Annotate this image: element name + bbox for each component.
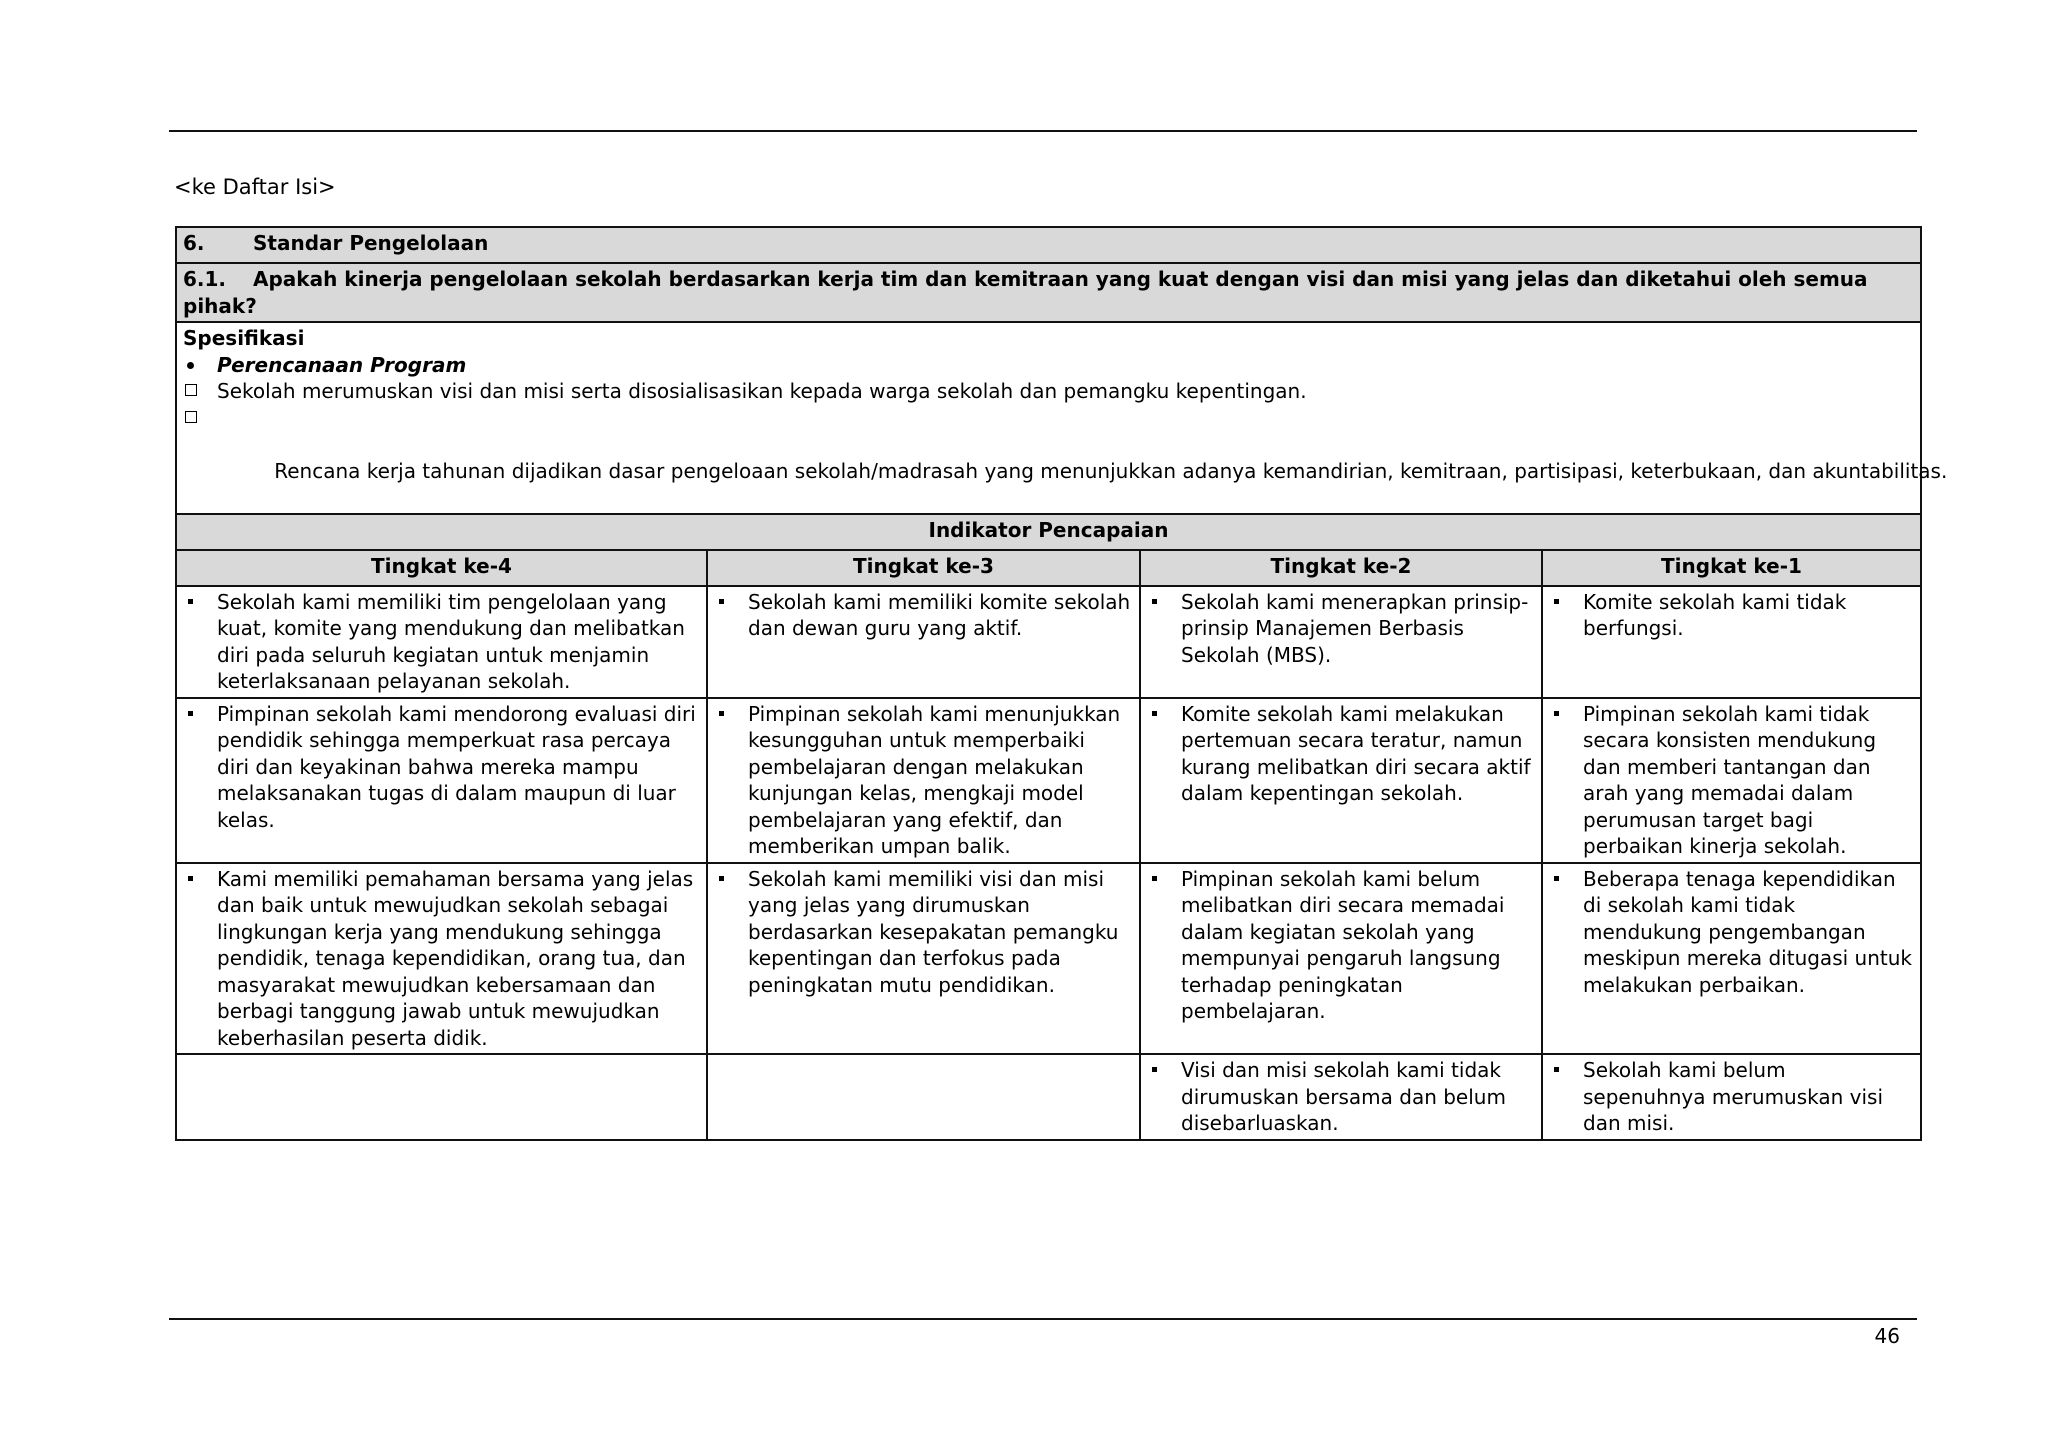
- indicator-text: Sekolah kami memiliki visi dan misi yang jelas yang dirumuskan berdasarkan kesepakatan pemangku kepentingan dan terfokus pada peningkatan mutu pendidikan.: [748, 866, 1119, 997]
- level-header: Tingkat ke-1: [1542, 550, 1921, 586]
- indicator-text: Sekolah kami memiliki komite sekolah dan dewan guru yang aktif.: [748, 589, 1131, 640]
- square-bullet-icon: [1554, 599, 1559, 604]
- round-bullet-icon: [187, 362, 194, 369]
- indicator-item: [1147, 1057, 1535, 1137]
- level-header-row: [176, 550, 1921, 586]
- spec-item: [183, 378, 1914, 405]
- question-heading: [176, 263, 1921, 322]
- indicator-cell: [1140, 1054, 1542, 1140]
- level-header: Tingkat ke-3: [707, 550, 1140, 586]
- square-bullet-icon: [719, 711, 724, 716]
- spec-item-text: Sekolah merumuskan visi dan misi serta disosialisasikan kepada warga sekolah dan pemangku kepentingan.: [217, 379, 1307, 403]
- indicator-row: [176, 698, 1921, 863]
- indicator-item: [183, 701, 700, 834]
- level-header: Tingkat ke-2: [1140, 550, 1542, 586]
- indicator-text: Visi dan misi sekolah kami tidak dirumuskan bersama dan belum disebarluaskan.: [1181, 1058, 1506, 1135]
- indicator-item: [1549, 1057, 1914, 1137]
- spec-title: Spesifikasi: [183, 326, 305, 350]
- square-bullet-icon: [1554, 1067, 1559, 1072]
- square-bullet-icon: [1152, 711, 1157, 716]
- header-rule: [169, 130, 1917, 132]
- indicator-row: [176, 1054, 1921, 1140]
- spec-item-text: Rencana kerja tahunan dijadikan dasar pengeloaan sekolah/madrasah yang menunjukkan adanya kemandirian, kemitraan, partisipasi, keterbukaan, dan akuntabilitas.: [267, 458, 1948, 483]
- indicator-text: Sekolah kami menerapkan prinsip-prinsip Manajemen Berbasis Sekolah (MBS).: [1181, 589, 1529, 667]
- checkbox-bullet-icon: [185, 411, 197, 423]
- indicator-row: [176, 863, 1921, 1055]
- table-of-contents-link[interactable]: <ke Daftar Isi>: [174, 175, 336, 199]
- footer-rule: [169, 1318, 1917, 1320]
- indicator-text: Komite sekolah kami melakukan pertemuan secara teratur, namun kurang melibatkan diri secara aktif dalam kepentingan sekolah.: [1181, 701, 1531, 805]
- square-bullet-icon: [188, 876, 193, 881]
- indicator-cell: [1542, 586, 1921, 698]
- indicator-item: [1147, 701, 1535, 807]
- indicator-cell-empty: [707, 1054, 1140, 1140]
- indicator-cell: [176, 698, 707, 863]
- indicator-cell: [1140, 586, 1542, 698]
- spec-subtitle-item: [183, 352, 1914, 379]
- question-text: Apakah kinerja pengelolaan sekolah berdasarkan kerja tim dan kemitraan yang kuat dengan visi dan misi yang jelas dan diketahui oleh semua pihak?: [183, 267, 1868, 318]
- indicator-item: [183, 866, 700, 1052]
- indicator-text: Komite sekolah kami tidak berfungsi.: [1583, 589, 1847, 640]
- square-bullet-icon: [1554, 876, 1559, 881]
- square-bullet-icon: [188, 599, 193, 604]
- indicator-item: [714, 866, 1133, 999]
- indicator-text: Pimpinan sekolah kami menunjukkan kesungguhan untuk memperbaiki pembelajaran dengan melakukan kunjungan kelas, mengkaji model pembelajaran yang efektif, dan memberikan umpan balik.: [748, 701, 1121, 858]
- indicator-item: [714, 701, 1133, 860]
- indicator-cell: [1542, 1054, 1921, 1140]
- page-number: 46: [1874, 1324, 1900, 1348]
- indicator-cell: [1140, 698, 1542, 863]
- indicator-text: Pimpinan sekolah kami tidak secara konsisten mendukung dan memberi tantangan dan arah yang memadai dalam perumusan target bagi perbaikan kinerja sekolah.: [1583, 701, 1877, 858]
- indicator-cell: [707, 586, 1140, 698]
- indicator-text: Sekolah kami belum sepenuhnya merumuskan visi dan misi.: [1583, 1058, 1884, 1135]
- indicator-cell: [707, 698, 1140, 863]
- indicator-text: Pimpinan sekolah kami mendorong evaluasi diri pendidik sehingga memperkuat rasa percaya diri dan keyakinan bahwa mereka mampu melaksanakan tugas di dalam maupun di luar kelas.: [217, 701, 696, 832]
- indicator-cell: [707, 863, 1140, 1055]
- section-heading: [176, 227, 1921, 263]
- section-title: Standar Pengelolaan: [253, 231, 489, 255]
- indicator-cell: [176, 863, 707, 1055]
- question-number: 6.1.: [183, 267, 227, 291]
- indicator-cell: [176, 586, 707, 698]
- spec-cell: [176, 322, 1948, 514]
- spec-item: [183, 405, 1948, 511]
- square-bullet-icon: [1554, 711, 1559, 716]
- indicator-item: [1147, 866, 1535, 1025]
- checkbox-bullet-icon: [185, 384, 197, 396]
- indicator-item: [1147, 589, 1535, 669]
- spec-row: [176, 322, 1921, 514]
- indicator-cell: [1140, 863, 1542, 1055]
- square-bullet-icon: [719, 599, 724, 604]
- indicator-item: [1549, 701, 1914, 860]
- indicator-text: Pimpinan sekolah kami belum melibatkan diri secara memadai dalam kegiatan sekolah yang mempunyai pengaruh langsung terhadap peningkatan pembelajaran.: [1181, 866, 1505, 1023]
- indicator-text: Sekolah kami memiliki tim pengelolaan yang kuat, komite yang mendukung dan melibatkan diri pada seluruh kegiatan untuk menjamin keterlaksanaan pelayanan sekolah.: [217, 589, 685, 693]
- indicator-cell: [1542, 863, 1921, 1055]
- square-bullet-icon: [1152, 599, 1157, 604]
- level-header: Tingkat ke-4: [176, 550, 707, 586]
- indicator-item: [183, 589, 700, 695]
- standard-table: [175, 226, 1948, 1141]
- indicator-item: [1549, 589, 1914, 642]
- section-row: [176, 227, 1921, 263]
- section-number: 6.: [183, 231, 205, 255]
- question-row: [176, 263, 1921, 322]
- indicator-row: [176, 586, 1921, 698]
- square-bullet-icon: [188, 711, 193, 716]
- indicator-text: Beberapa tenaga kependidikan di sekolah kami tidak mendukung pengembangan meskipun mereka ditugasi untuk melakukan perbaikan.: [1583, 866, 1912, 997]
- square-bullet-icon: [1152, 876, 1157, 881]
- indicator-cell-empty: [176, 1054, 707, 1140]
- square-bullet-icon: [1152, 1067, 1157, 1072]
- spec-subtitle: Perencanaan Program: [217, 352, 467, 377]
- square-bullet-icon: [719, 876, 724, 881]
- indicator-header-row: [176, 514, 1921, 550]
- indicator-title: Indikator Pencapaian: [176, 514, 1921, 550]
- indicator-item: [714, 589, 1133, 642]
- indicator-text: Kami memiliki pemahaman bersama yang jelas dan baik untuk mewujudkan sekolah sebagai lingkungan kerja yang mendukung sehingga pendidik, tenaga kependidikan, orang tua, dan masyarakat mewujudkan kebersamaan dan berbagi tanggung jawab untuk mewujudkan keberhasilan peserta didik.: [217, 866, 694, 1050]
- indicator-cell: [1542, 698, 1921, 863]
- indicator-item: [1549, 866, 1914, 999]
